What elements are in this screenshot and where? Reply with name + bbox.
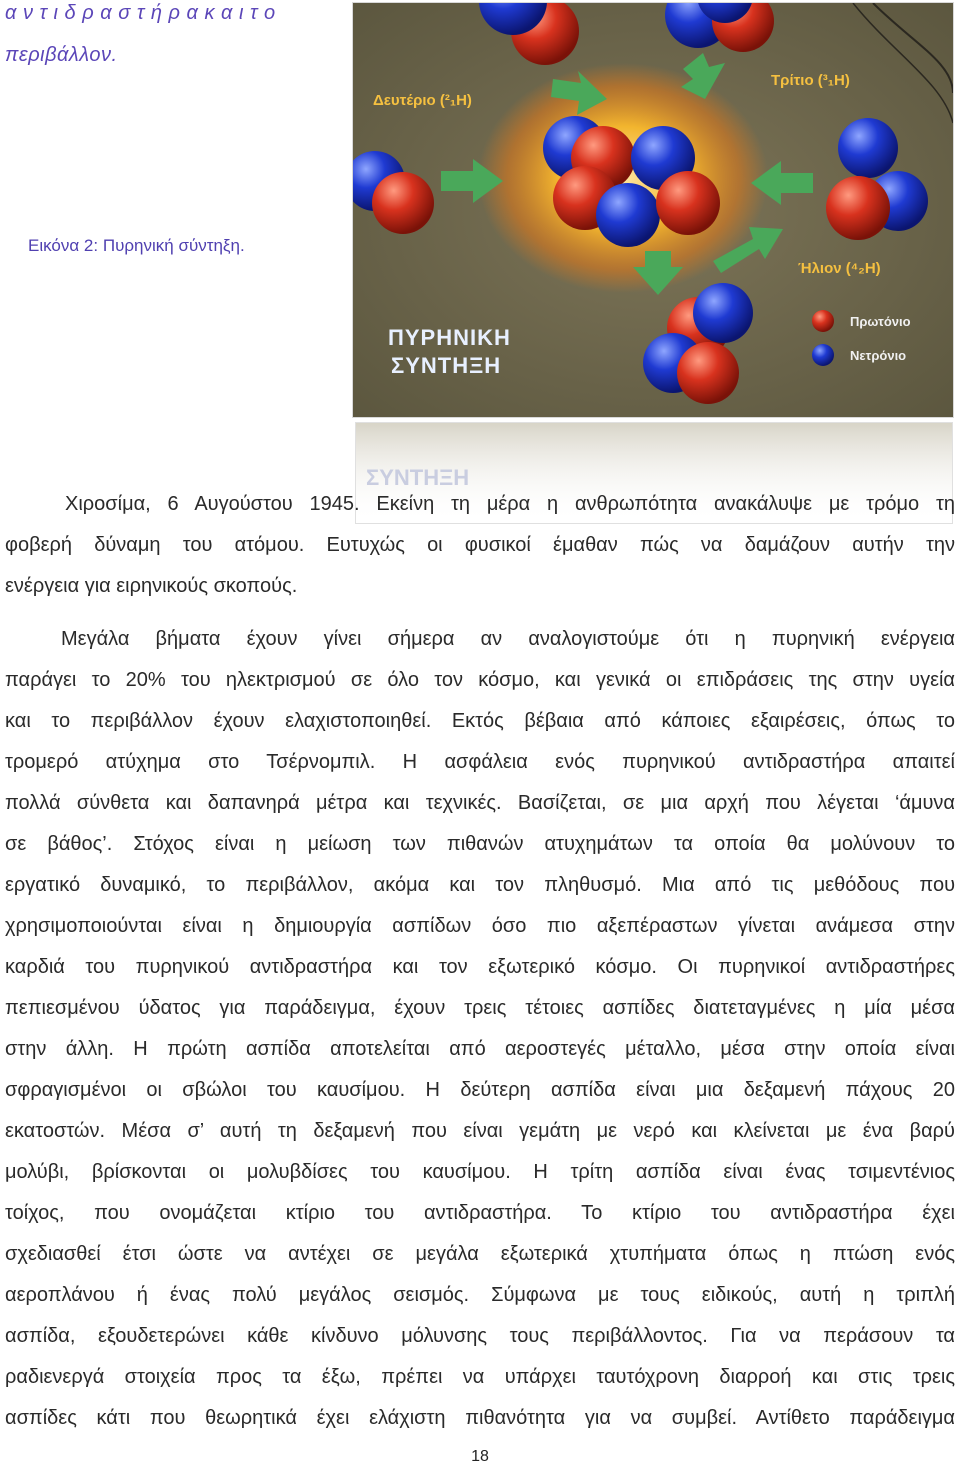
- top-fragment-line-2: περιβάλλον.: [5, 44, 118, 66]
- paragraph-2-line: τρομερό ατύχημα στο Τσέρνομπιλ. Η ασφάλεια ενός πυρηνικού αντιδραστήρα απαιτεί: [5, 751, 955, 773]
- paragraph-1: [5, 484, 955, 607]
- paragraph-2-line: εργατικό δυναμικό, το περιβάλλον, ακόμα και τον πληθυσμό. Μια από τις μεθόδους που: [5, 874, 955, 896]
- paragraph-2-line: αεροπλάνου ή ένας πολύ μεγάλος σεισμός. Σύμφωνα με τους ειδικούς, αυτή η τριπλή: [5, 1284, 955, 1306]
- legend-neutron-dot: [812, 344, 834, 366]
- paragraph-2-line: ραδιενεργά στοιχεία προς τα έξω, πρέπει να υπάρχει ταυτόχρονη διαρροή και στις τρεις: [5, 1366, 955, 1388]
- paragraph-2: [5, 619, 955, 1439]
- label-tritium: Τρίτιο (³₁H): [771, 72, 850, 89]
- center-neutron-c: [596, 183, 660, 247]
- title-line-1: ΠΥΡΗΝΙΚΗ: [388, 325, 511, 350]
- paragraph-2-line: στην άλλη. Η πρώτη ασπίδα αποτελείται από αεροστεγές μέταλλο, μέσα στην οποία είναι: [5, 1038, 955, 1060]
- title-line-2: ΣΥΝΤΗΞΗ: [391, 353, 502, 378]
- paragraph-2-line: σφραγισμένοι οι σβώλοι του καυσίμου. Η δεύτερη ασπίδα είναι μια δεξαμενή πάχους 20: [5, 1079, 955, 1101]
- legend-proton-label: Πρωτόνιο: [850, 314, 911, 329]
- paragraph-2-line: και το περιβάλλον έχουν ελαχιστοποιηθεί. Εκτός βέβαια από κάποιες εξαιρέσεις, όπως το: [5, 710, 955, 732]
- paragraph-2-line: σε βάθος’. Στόχος είναι η μείωση των πιθανών ατυχημάτων τα οποία θα μολύνουν το: [5, 833, 955, 855]
- paragraph-2-line: ασπίδες κάτι που θεωρητικά έχει ελάχιστη πιθανότητα για να συμβεί. Αντίθετο παράδειγμα: [5, 1407, 955, 1429]
- paragraph-1-line: Χιροσίμα, 6 Αυγούστου 1945. Εκείνη τη μέρα η ανθρωπότητα ανακάλυψε με τρόμο τη: [65, 493, 955, 515]
- paragraph-1-line: φοβερή δύναμη του ατόμου. Ευτυχώς οι φυσικοί έμαθαν πώς να δαμάζουν αυτήν την: [5, 534, 955, 556]
- paragraph-1-line: ενέργεια για ειρηνικούς σκοπούς.: [5, 575, 298, 597]
- paragraph-2-line: πολλά σύνθετα και δαπανηρά μέτρα και τεχνικές. Βασίζεται, σε μια αρχή που λέγεται ‘άμυνα: [5, 792, 955, 814]
- legend-neutron-label: Νετρόνιο: [850, 348, 907, 363]
- page-number: 18: [471, 1448, 489, 1465]
- paragraph-2-line: χρησιμοποιούνται είναι η δημιουργία ασπίδων όσο πιο αξεπέραστων γίνεται ανάμεσα στην: [5, 915, 955, 937]
- paragraph-2-line: καρδιά του πυρηνικού αντιδραστήρα και τον εξωτερικό κόσμο. Οι πυρηνικοί αντιδραστήρες: [5, 956, 955, 978]
- paragraph-2-line: παράγει το 20% του ηλεκτρισμού σε όλο τον κόσμο, και γενικά οι επιδράσεις της στην υγεία: [5, 669, 955, 691]
- tritium-proton-right: [826, 176, 890, 240]
- label-helium: Ήλιον (⁴₂H): [798, 260, 881, 277]
- center-proton-c: [656, 171, 720, 235]
- paragraph-2-line: ασπίδα, εξουδετερώνει κάθε κίνδυνο μόλυνσης τους περιβάλλοντος. Για να περάσουν τα: [5, 1325, 955, 1347]
- paragraph-2-line: μολύβι, βρίσκονται οι μολυβδίσες του καυσίμου. Η τρίτη ασπίδα είναι ένας τσιμεντένιος: [5, 1161, 955, 1183]
- figure-caption: Εικόνα 2: Πυρηνική σύντηξη.: [28, 236, 245, 255]
- paragraph-2-line: σχεδιασθεί έτσι ώστε να αντέχει σε μεγάλα εξωτερικά χτυπήματα όπως η πτώση ενός: [5, 1243, 955, 1265]
- tritium-neutron-right: [838, 118, 898, 178]
- fusion-figure: [352, 2, 954, 418]
- paragraph-2-line: Μεγάλα βήματα έχουν γίνει σήμερα αν αναλογιστούμε ότι η πυρηνική ενέργεια: [61, 628, 955, 650]
- paragraph-2-line: εκατοστών. Μέσα σ’ αυτή τη δεξαμενή που είναι γεμάτη με νερό και κλείνεται με ένα βαρύ: [5, 1120, 955, 1142]
- legend-proton-dot: [812, 310, 834, 332]
- deuterium-proton-left: [372, 172, 434, 234]
- fusion-illustration: [353, 3, 953, 417]
- paragraph-2-line: πεπιεσμένου ύδατος για παράδειγμα, έχουν τρεις τέτοιες ασπίδες διατεταγμένες η μία μέσα: [5, 997, 955, 1019]
- reflection-text: ΣΥΝΤΗΞΗ: [366, 465, 470, 490]
- paragraph-2-line: τοίχος, που ονομάζεται κτίριο του αντιδραστήρα. Το κτίριο του αντιδραστήρα έχει: [5, 1202, 955, 1224]
- label-deuterium: Δευτέριο (²₁H): [373, 92, 472, 109]
- top-fragment-line-1: α ν τ ι δ ρ α σ τ ή ρ α κ α ι τ ο: [5, 2, 276, 24]
- helium-neutron-a: [693, 283, 753, 343]
- helium-proton-b: [677, 342, 739, 404]
